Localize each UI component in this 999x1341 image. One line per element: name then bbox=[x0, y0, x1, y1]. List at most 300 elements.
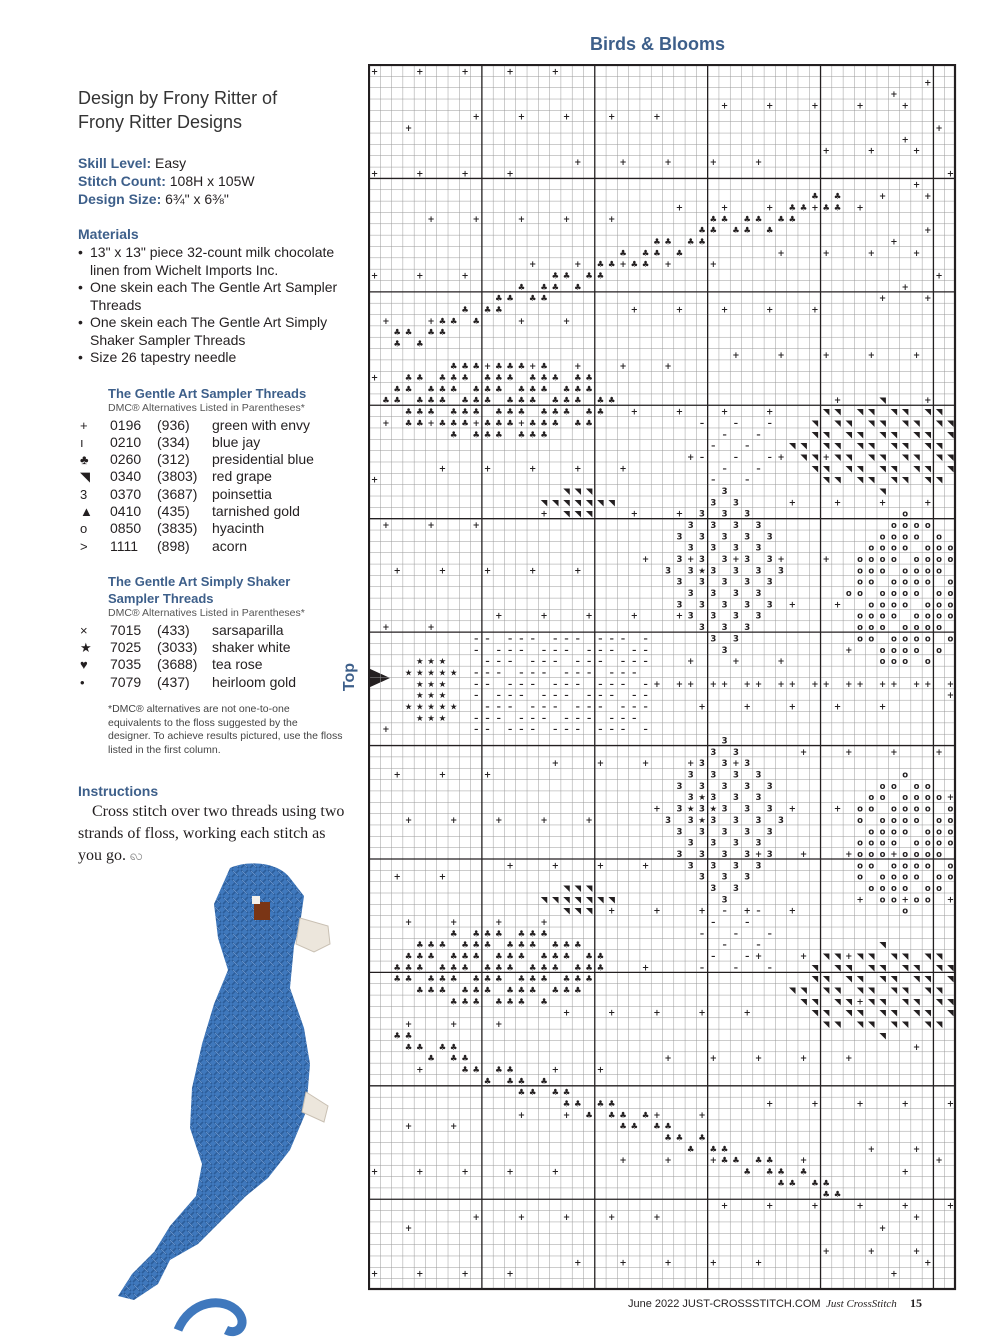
chart-stitch-symbol: ♣ bbox=[562, 940, 571, 951]
chart-stitch-symbol: + bbox=[416, 169, 424, 180]
chart-stitch-symbol: o bbox=[913, 623, 920, 634]
key-name: red grape bbox=[212, 468, 272, 485]
chart-stitch-symbol: ♣ bbox=[765, 1167, 774, 1178]
chart-stitch-symbol: + bbox=[562, 1110, 571, 1121]
chart-stitch-symbol: ♣ bbox=[427, 328, 435, 339]
instructions-title: Instructions bbox=[78, 783, 159, 800]
chart-stitch-symbol: + bbox=[924, 1258, 932, 1269]
chart-stitch-symbol: 3 bbox=[744, 781, 751, 792]
chart-stitch-symbol: ♣ bbox=[404, 963, 413, 974]
key-symbol: ★ bbox=[80, 640, 92, 656]
chart-stitch-symbol: o bbox=[868, 577, 875, 588]
page-title: Birds & Blooms bbox=[590, 34, 726, 54]
key-row bbox=[78, 451, 314, 468]
chart-stitch-symbol: + bbox=[653, 1110, 661, 1121]
chart-stitch-symbol: – bbox=[575, 713, 580, 724]
chart-stitch-symbol: ♣ bbox=[732, 226, 740, 237]
chart-stitch-symbol: + bbox=[461, 1167, 469, 1178]
chart-stitch-symbol: ♣ bbox=[573, 418, 582, 429]
chart-stitch-symbol: o bbox=[879, 849, 886, 860]
chart-stitch-symbol: – bbox=[620, 657, 626, 668]
chart-stitch-symbol: + bbox=[687, 657, 695, 668]
chart-stitch-symbol: o bbox=[913, 781, 920, 792]
chart-stitch-symbol: ◥ bbox=[811, 464, 819, 475]
chart-stitch-symbol: ♣ bbox=[765, 226, 774, 237]
chart-stitch-symbol: o bbox=[936, 815, 943, 826]
chart-stitch-symbol: o bbox=[913, 634, 920, 645]
chart-stitch-symbol: 3 bbox=[699, 577, 705, 588]
designer-credit bbox=[78, 86, 348, 134]
key-symbol: o bbox=[80, 521, 88, 537]
chart-stitch-symbol: o bbox=[913, 566, 920, 577]
chart-stitch-symbol: ◥ bbox=[890, 441, 898, 452]
chart-stitch-symbol: + bbox=[912, 350, 921, 361]
chart-stitch-symbol: – bbox=[519, 679, 524, 690]
chart-stitch-symbol: ♣ bbox=[472, 407, 481, 418]
chart-stitch-symbol: 3 bbox=[755, 521, 762, 531]
chart-stitch-symbol: 3 bbox=[687, 566, 694, 577]
chart-stitch-symbol: ♣ bbox=[494, 305, 503, 316]
chart-stitch-symbol: ◥ bbox=[563, 487, 570, 497]
top-label-text: Top bbox=[341, 662, 358, 692]
chart-stitch-symbol: ♣ bbox=[585, 271, 593, 282]
chart-stitch-symbol: + bbox=[664, 260, 672, 271]
chart-stitch-symbol: + bbox=[540, 611, 548, 622]
chart-stitch-symbol: 3 bbox=[699, 623, 705, 634]
chart-stitch-symbol: + bbox=[551, 1167, 559, 1178]
chart-stitch-symbol: ◥ bbox=[890, 475, 898, 486]
chart-stitch-symbol: ★ bbox=[698, 815, 706, 826]
chart-stitch-symbol: 3 bbox=[687, 838, 694, 849]
chart-stitch-symbol: ♣ bbox=[404, 418, 413, 429]
chart-stitch-symbol: ♣ bbox=[449, 1042, 458, 1053]
chart-stitch-symbol: ◥ bbox=[879, 963, 886, 974]
chart-stitch-symbol: + bbox=[856, 203, 864, 214]
chart-stitch-symbol: + bbox=[438, 770, 446, 781]
key-symbol: ◥ bbox=[80, 469, 90, 485]
chart-stitch-symbol: + bbox=[630, 509, 638, 520]
chart-stitch-symbol: ◥ bbox=[811, 418, 819, 429]
chart-stitch-symbol: o bbox=[890, 543, 897, 554]
chart-stitch-symbol: – bbox=[541, 645, 547, 656]
chart-stitch-symbol: o bbox=[879, 884, 886, 894]
chart-stitch-symbol: + bbox=[461, 271, 469, 282]
chart-stitch-symbol: o bbox=[857, 634, 863, 645]
key2-title-line-1: The Gentle Art Simply Shaker bbox=[108, 573, 291, 589]
chart-stitch-symbol: ♣ bbox=[461, 305, 469, 316]
chart-stitch-symbol: – bbox=[745, 475, 750, 486]
chart-stitch-symbol: + bbox=[879, 294, 887, 305]
chart-stitch-symbol: + bbox=[653, 112, 661, 123]
chart-stitch-symbol: o bbox=[924, 861, 931, 872]
chart-stitch-symbol: – bbox=[530, 668, 535, 679]
chart-stitch-symbol: – bbox=[485, 702, 490, 713]
chart-stitch-symbol: ♣ bbox=[777, 1167, 785, 1178]
chart-stitch-symbol: 3 bbox=[744, 804, 751, 815]
key-name: blue jay bbox=[212, 433, 261, 450]
key-name: green with envy bbox=[212, 416, 311, 433]
chart-stitch-symbol: ♣ bbox=[641, 248, 650, 259]
chart-stitch-symbol: – bbox=[507, 691, 513, 702]
chart-stitch-symbol: ◥ bbox=[789, 441, 796, 452]
chart-stitch-symbol: 3 bbox=[766, 849, 773, 860]
chart-stitch-symbol: ◥ bbox=[540, 498, 548, 509]
chart-stitch-symbol: ◥ bbox=[890, 407, 898, 418]
chart-stitch-symbol: – bbox=[722, 464, 727, 475]
chart-stitch-symbol: – bbox=[699, 418, 705, 429]
chart-stitch-symbol: ♣ bbox=[393, 339, 402, 350]
chart-stitch-symbol: ◥ bbox=[845, 430, 853, 441]
chart-stitch-symbol: – bbox=[598, 657, 603, 668]
chart-stitch-symbol: + bbox=[800, 1156, 808, 1167]
chart-stitch-symbol: ◥ bbox=[879, 974, 886, 985]
chart-stitch-symbol: ♣ bbox=[472, 384, 481, 395]
chart-stitch-symbol: 3 bbox=[687, 861, 694, 872]
chart-stitch-symbol: o bbox=[902, 872, 909, 883]
chart-stitch-symbol: o bbox=[879, 611, 886, 622]
chart-stitch-symbol: o bbox=[868, 600, 875, 611]
chart-stitch-symbol: o bbox=[857, 566, 863, 577]
chart-stitch-symbol: ◥ bbox=[834, 986, 841, 997]
chart-stitch-symbol: + bbox=[766, 1201, 774, 1212]
chart-stitch-symbol: – bbox=[496, 668, 501, 679]
chart-stitch-symbol: + bbox=[574, 260, 582, 271]
chart-stitch-symbol: – bbox=[485, 713, 490, 724]
chart-stitch-symbol: + bbox=[371, 1269, 379, 1280]
chart-stitch-symbol: o bbox=[890, 555, 897, 565]
chart-stitch-symbol: ♣ bbox=[585, 952, 593, 962]
chart-stitch-symbol: ♣ bbox=[754, 214, 763, 225]
chart-stitch-symbol: + bbox=[427, 521, 435, 531]
chart-stitch-symbol: 3 bbox=[732, 543, 739, 554]
chart-stitch-symbol: ♣ bbox=[540, 1076, 548, 1087]
chart-stitch-symbol: ♣ bbox=[754, 1156, 763, 1167]
chart-stitch-symbol: ♣ bbox=[449, 1054, 458, 1065]
chart-stitch-symbol: o bbox=[902, 623, 909, 634]
chart-stitch-symbol: ♣ bbox=[607, 260, 616, 271]
key-row bbox=[78, 520, 314, 537]
chart-stitch-symbol: + bbox=[427, 418, 435, 429]
chart-stitch-symbol: 3 bbox=[710, 861, 717, 872]
chart-stitch-symbol: + bbox=[732, 555, 740, 565]
chart-stitch-symbol: – bbox=[474, 713, 479, 724]
chart-stitch-symbol: – bbox=[699, 929, 705, 940]
chart-stitch-symbol: – bbox=[485, 668, 490, 679]
chart-stitch-symbol: – bbox=[722, 906, 727, 917]
chart-stitch-symbol: ◥ bbox=[868, 475, 875, 486]
chart-stitch-symbol: ♣ bbox=[573, 396, 582, 407]
chart-stitch-symbol: ♣ bbox=[483, 1076, 492, 1087]
chart-stitch-symbol: 3 bbox=[766, 577, 773, 588]
chart-stitch-symbol: ◥ bbox=[800, 441, 807, 452]
chart-stitch-symbol: ♣ bbox=[619, 1122, 627, 1133]
chart-stitch-symbol: ♣ bbox=[551, 407, 560, 418]
key-name: poinsettia bbox=[212, 485, 272, 502]
chart-stitch-symbol: o bbox=[947, 804, 954, 815]
chart-stitch-symbol: o bbox=[890, 895, 897, 906]
chart-stitch-symbol: + bbox=[506, 67, 514, 78]
chart-stitch-symbol: ◥ bbox=[800, 997, 807, 1008]
chart-stitch-symbol: ♣ bbox=[472, 929, 481, 940]
chart-stitch-symbol: ◥ bbox=[935, 997, 943, 1008]
chart-stitch-symbol: 3 bbox=[699, 781, 705, 792]
chart-stitch-symbol: o bbox=[902, 861, 909, 872]
chart-stitch-symbol: + bbox=[653, 804, 661, 815]
chart-stitch-symbol: ♣ bbox=[517, 997, 526, 1008]
chart-stitch-symbol: 3 bbox=[710, 747, 717, 758]
swirl-ornament-icon: ꩮ bbox=[130, 849, 144, 865]
chart-stitch-symbol: o bbox=[890, 838, 897, 849]
chart-stitch-symbol: + bbox=[867, 146, 875, 157]
chart-stitch-symbol: – bbox=[519, 725, 524, 736]
chart-stitch-symbol: ◥ bbox=[585, 509, 593, 520]
chart-stitch-symbol: ♣ bbox=[438, 974, 447, 985]
chart-stitch-symbol: ◥ bbox=[879, 418, 886, 429]
chart-stitch-symbol: ◥ bbox=[845, 464, 853, 475]
chart-stitch-symbol: ♣ bbox=[540, 997, 548, 1008]
chart-stitch-symbol: ◥ bbox=[901, 963, 909, 974]
chart-stitch-symbol: 3 bbox=[721, 827, 728, 838]
chart-stitch-symbol: + bbox=[483, 770, 492, 781]
chart-stitch-symbol: o bbox=[890, 589, 897, 600]
chart-stitch-symbol: – bbox=[745, 441, 750, 452]
chart-stitch-symbol: ♣ bbox=[664, 1133, 672, 1144]
chart-stitch-symbol: ★ bbox=[427, 679, 435, 690]
chart-stitch-symbol: ◥ bbox=[811, 1008, 819, 1019]
chart-stitch-symbol: ♣ bbox=[483, 986, 492, 997]
chart-stitch-symbol: – bbox=[564, 725, 569, 736]
chart-stitch-symbol: o bbox=[924, 521, 931, 531]
chart-stitch-symbol: ♣ bbox=[743, 1167, 752, 1178]
chart-stitch-symbol: ♣ bbox=[472, 997, 481, 1008]
chart-stitch-symbol: ◥ bbox=[879, 1031, 886, 1042]
chart-stitch-symbol: ★ bbox=[404, 668, 413, 679]
chart-stitch-symbol: 3 bbox=[710, 611, 717, 622]
chart-stitch-symbol: ♣ bbox=[551, 986, 560, 997]
chart-stitch-symbol: – bbox=[699, 963, 705, 974]
chart-stitch-symbol: 3 bbox=[744, 623, 751, 634]
chart-stitch-symbol: + bbox=[472, 214, 480, 225]
designer-line-1: Design by Frony Ritter of bbox=[78, 88, 278, 108]
chart-stitch-symbol: 3 bbox=[665, 815, 672, 826]
chart-stitch-symbol: 3 bbox=[710, 838, 717, 849]
chart-stitch-symbol: – bbox=[609, 725, 614, 736]
chart-stitch-symbol: + bbox=[924, 192, 932, 203]
chart-stitch-symbol: – bbox=[756, 940, 761, 951]
chart-stitch-symbol: 3 bbox=[744, 577, 751, 588]
chart-stitch-symbol: + bbox=[517, 418, 525, 429]
chart-stitch-symbol: + bbox=[517, 316, 525, 327]
chart-stitch-symbol: + bbox=[856, 679, 864, 690]
chart-stitch-symbol: ◥ bbox=[856, 974, 864, 985]
chart-stitch-symbol: + bbox=[935, 747, 943, 758]
chart-stitch-symbol: ♣ bbox=[449, 929, 458, 940]
chart-stitch-symbol: + bbox=[675, 203, 683, 214]
chart-stitch-symbol: – bbox=[474, 691, 479, 702]
chart-stitch-symbol: ◥ bbox=[868, 997, 875, 1008]
chart-stitch-symbol: + bbox=[879, 679, 887, 690]
chart-stitch-symbol: + bbox=[754, 1258, 763, 1269]
chart-stitch-symbol: o bbox=[868, 849, 875, 860]
chart-stitch-symbol: ★ bbox=[427, 713, 435, 724]
chart-stitch-symbol: – bbox=[564, 713, 569, 724]
chart-stitch-symbol: + bbox=[743, 1008, 751, 1019]
chart-stitch-symbol: – bbox=[575, 668, 580, 679]
chart-stitch-symbol: o bbox=[947, 634, 954, 645]
chart-stitch-symbol: ◥ bbox=[947, 997, 954, 1008]
chart-stitch-symbol: + bbox=[788, 804, 796, 815]
chart-stitch-symbol: + bbox=[924, 78, 932, 89]
chart-stitch-symbol: ♣ bbox=[415, 1042, 424, 1053]
chart-stitch-symbol: – bbox=[485, 634, 490, 645]
chart-stitch-symbol: + bbox=[585, 815, 593, 826]
chart-stitch-symbol: o bbox=[936, 611, 943, 622]
chart-stitch-symbol: o bbox=[924, 634, 931, 645]
chart-stitch-symbol: – bbox=[553, 645, 558, 656]
chart-stitch-symbol: + bbox=[574, 362, 582, 373]
chart-stitch-symbol: – bbox=[733, 418, 739, 429]
chart-stitch-symbol: + bbox=[946, 895, 954, 906]
chart-stitch-symbol: ♣ bbox=[449, 407, 458, 418]
spec-count-value: 108H x 105W bbox=[169, 173, 255, 189]
chart-stitch-symbol: – bbox=[643, 691, 648, 702]
chart-stitch-symbol: ★ bbox=[438, 713, 447, 724]
chart-stitch-symbol: 3 bbox=[755, 838, 762, 849]
chart-stitch-symbol: ♣ bbox=[393, 974, 402, 985]
chart-stitch-symbol: ◥ bbox=[822, 1008, 830, 1019]
key-number: 7025 bbox=[110, 639, 142, 656]
chart-stitch-symbol: ♣ bbox=[811, 192, 819, 203]
chart-stitch-symbol: ♣ bbox=[799, 1167, 808, 1178]
chart-stitch-symbol: + bbox=[574, 1258, 582, 1269]
key2-title bbox=[108, 573, 348, 607]
chart-stitch-symbol: ◥ bbox=[935, 441, 943, 452]
chart-stitch-symbol: ♣ bbox=[585, 974, 593, 985]
chart-stitch-symbol: ◥ bbox=[913, 1008, 920, 1019]
chart-stitch-symbol: ◥ bbox=[868, 952, 875, 962]
chart-stitch-symbol: o bbox=[947, 872, 954, 883]
chart-stitch-symbol: 3 bbox=[732, 566, 739, 577]
key-dmc: (437) bbox=[157, 673, 190, 690]
chart-stitch-symbol: ♣ bbox=[720, 1156, 729, 1167]
chart-stitch-symbol: – bbox=[756, 906, 761, 917]
chart-stitch-symbol: + bbox=[788, 600, 796, 611]
chart-stitch-symbol: ♣ bbox=[438, 1042, 447, 1053]
chart-stitch-symbol: o bbox=[890, 577, 897, 588]
chart-stitch-symbol: ♣ bbox=[472, 430, 481, 441]
materials-item: • One skein each The Gentle Art Simply Shaker Sampler Threads bbox=[78, 314, 348, 349]
chart-stitch-symbol: ◥ bbox=[552, 498, 559, 509]
chart-stitch-symbol: + bbox=[551, 861, 559, 872]
chart-stitch-symbol: ♣ bbox=[415, 418, 424, 429]
chart-stitch-symbol: o bbox=[924, 577, 931, 588]
chart-stitch-symbol: ♣ bbox=[540, 952, 548, 962]
chart-stitch-symbol: ♣ bbox=[404, 1031, 413, 1042]
chart-stitch-symbol: – bbox=[609, 713, 614, 724]
chart-stitch-symbol: o bbox=[936, 872, 943, 883]
chart-stitch-symbol: ♣ bbox=[709, 214, 718, 225]
chart-stitch-symbol: + bbox=[608, 1008, 616, 1019]
chart-stitch-symbol: ♣ bbox=[698, 237, 706, 248]
chart-stitch-symbol: – bbox=[745, 952, 750, 962]
chart-stitch-symbol: ◥ bbox=[800, 986, 807, 997]
chart-stitch-symbol: ◥ bbox=[879, 396, 886, 407]
chart-stitch-symbol: o bbox=[913, 895, 920, 906]
chart-stitch-symbol: ★ bbox=[438, 668, 447, 679]
chart-stitch-symbol: o bbox=[936, 838, 943, 849]
chart-stitch-symbol: o bbox=[913, 577, 920, 588]
chart-stitch-symbol: ★ bbox=[415, 713, 424, 724]
chart-stitch-symbol: ◥ bbox=[868, 452, 875, 463]
chart-stitch-symbol: – bbox=[620, 713, 626, 724]
chart-stitch-symbol: ♣ bbox=[585, 1110, 593, 1121]
bird-beak bbox=[296, 918, 330, 952]
chart-stitch-symbol: o bbox=[879, 645, 886, 656]
chart-stitch-symbol: ◥ bbox=[563, 895, 570, 906]
chart-stitch-symbol: + bbox=[867, 248, 875, 259]
chart-stitch-symbol: ◥ bbox=[834, 475, 841, 486]
chart-stitch-symbol: o bbox=[890, 600, 897, 611]
chart-stitch-symbol: ★ bbox=[427, 691, 435, 702]
chart-stitch-symbol: ◥ bbox=[574, 895, 582, 906]
chart-stitch-symbol: + bbox=[800, 952, 808, 962]
chart-stitch-symbol: – bbox=[553, 679, 558, 690]
chart-stitch-symbol: 3 bbox=[721, 623, 728, 634]
chart-stitch-symbol: o bbox=[902, 657, 909, 668]
chart-stitch-symbol: ♣ bbox=[675, 248, 684, 259]
chart-stitch-symbol: ♣ bbox=[472, 316, 481, 327]
key-row bbox=[78, 434, 314, 451]
chart-stitch-symbol: ♣ bbox=[686, 1144, 695, 1155]
chart-stitch-symbol: ♣ bbox=[438, 373, 447, 384]
chart-stitch-symbol: o bbox=[879, 623, 886, 634]
chart-stitch-symbol: ♣ bbox=[517, 952, 526, 962]
chart-stitch-symbol: – bbox=[507, 645, 513, 656]
chart-stitch-symbol: o bbox=[902, 884, 909, 894]
chart-stitch-symbol: + bbox=[946, 691, 954, 702]
chart-stitch-symbol: ♣ bbox=[596, 260, 605, 271]
chart-stitch-symbol: + bbox=[709, 1156, 717, 1167]
chart-stitch-symbol: ♣ bbox=[573, 282, 582, 293]
chart-stitch-symbol: – bbox=[530, 725, 535, 736]
chart-stitch-symbol: ♣ bbox=[517, 986, 526, 997]
chart-stitch-symbol: ♣ bbox=[461, 986, 469, 997]
bird-foot bbox=[302, 1092, 328, 1122]
key-name: tea rose bbox=[212, 656, 263, 673]
chart-stitch-symbol: 3 bbox=[744, 759, 751, 770]
chart-stitch-symbol: o bbox=[936, 543, 943, 554]
chart-stitch-symbol: – bbox=[620, 725, 626, 736]
chart-stitch-symbol: + bbox=[585, 611, 593, 622]
chart-stitch-symbol: 3 bbox=[721, 509, 728, 520]
chart-stitch-symbol: 3 bbox=[687, 770, 694, 781]
chart-stitch-symbol: o bbox=[936, 793, 943, 804]
key-number: 7015 bbox=[110, 621, 142, 638]
chart-stitch-symbol: ♣ bbox=[540, 373, 548, 384]
chart-stitch-symbol: o bbox=[879, 793, 886, 804]
chart-stitch-symbol: ♣ bbox=[517, 384, 526, 395]
chart-stitch-symbol: ♣ bbox=[494, 407, 503, 418]
chart-stitch-symbol: ♣ bbox=[494, 997, 503, 1008]
chart-stitch-symbol: + bbox=[596, 759, 604, 770]
chart-stitch-symbol: ♣ bbox=[562, 1088, 571, 1099]
chart-stitch-symbol: + bbox=[630, 611, 638, 622]
chart-stitch-symbol: – bbox=[632, 691, 637, 702]
chart-stitch-symbol: + bbox=[709, 679, 717, 690]
chart-stitch-symbol: + bbox=[777, 350, 785, 361]
chart-stitch-symbol: + bbox=[517, 214, 525, 225]
chart-stitch-symbol: o bbox=[902, 589, 909, 600]
